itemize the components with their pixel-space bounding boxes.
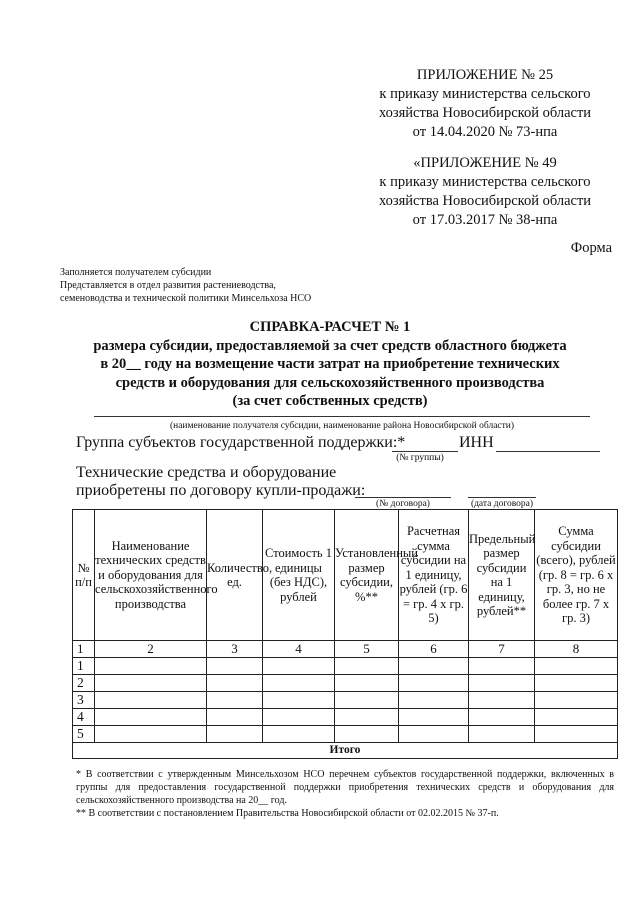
form-label: Форма (570, 240, 612, 256)
appendix-25-block (360, 66, 610, 142)
cell-unit-cost[interactable] (263, 675, 335, 692)
row-number: 1 (73, 658, 95, 675)
total-row (73, 743, 618, 759)
column-number: 6 (399, 641, 469, 658)
cell-quantity[interactable] (207, 675, 263, 692)
cell-max-subsidy[interactable] (469, 692, 535, 709)
table-header-row (73, 510, 618, 641)
cell-equipment-name[interactable] (95, 658, 207, 675)
appendix-49-title: «ПРИЛОЖЕНИЕ № 49 (413, 155, 557, 171)
cell-total-subsidy[interactable] (535, 675, 618, 692)
table-row (73, 692, 618, 709)
footnote-1: * В соответствии с утвержденным Минсельхозом НСО перечнем субъектов государственной поддержки, включенных в группы для предоставления государственной поддержки приобретения технических средств и оборудования для сельскохозяйственного производства на 20__ год. (76, 769, 614, 806)
inn-label: ИНН (459, 434, 494, 451)
cell-max-subsidy[interactable] (469, 709, 535, 726)
cell-unit-cost[interactable] (263, 726, 335, 743)
cell-equipment-name[interactable] (95, 675, 207, 692)
cell-max-subsidy[interactable] (469, 675, 535, 692)
cell-quantity[interactable] (207, 692, 263, 709)
recipient-field-line (94, 416, 590, 417)
header-unit-cost: Стоимость 1 единицы (без НДС), рублей (263, 510, 335, 641)
cell-quantity[interactable] (207, 658, 263, 675)
appendix-49-line3: хозяйства Новосибирской области (378, 193, 592, 209)
document-title (40, 318, 620, 411)
appendix-49-line2: к приказу министерства сельского (379, 174, 591, 190)
fill-note-line3: семеноводства и технической политики Минсельхоза НСО (60, 293, 312, 304)
title-line1: СПРАВКА-РАСЧЕТ № 1 (249, 319, 411, 335)
cell-calculated-subsidy[interactable] (399, 675, 469, 692)
cell-subsidy-rate[interactable] (335, 692, 399, 709)
footnote-2: ** В соответствии с постановлением Правительства Новосибирской области от 02.02.2015 № 37-п. (76, 808, 499, 819)
column-number: 4 (263, 641, 335, 658)
cell-total-subsidy[interactable] (535, 709, 618, 726)
header-max-subsidy: Предельный размер субсидии на 1 единицу, рублей** (469, 510, 535, 641)
appendix-25-line3: хозяйства Новосибирской области (378, 105, 592, 121)
table-row (73, 709, 618, 726)
cell-equipment-name[interactable] (95, 692, 207, 709)
row-number: 3 (73, 692, 95, 709)
cell-calculated-subsidy[interactable] (399, 658, 469, 675)
contract-date-caption: (дата договора) (470, 499, 534, 509)
row-number: 2 (73, 675, 95, 692)
cell-quantity[interactable] (207, 709, 263, 726)
cell-equipment-name[interactable] (95, 709, 207, 726)
header-row-number: № п/п (73, 510, 95, 641)
title-line5: (за счет собственных средств) (232, 393, 428, 409)
appendix-25-title: ПРИЛОЖЕНИЕ № 25 (416, 67, 554, 83)
cell-calculated-subsidy[interactable] (399, 692, 469, 709)
fill-note-line2: Представляется в отдел развития растениеводства, (60, 280, 276, 291)
equipment-line1: Технические средства и оборудование (76, 464, 337, 481)
cell-unit-cost[interactable] (263, 709, 335, 726)
cell-max-subsidy[interactable] (469, 658, 535, 675)
cell-total-subsidy[interactable] (535, 726, 618, 743)
cell-unit-cost[interactable] (263, 658, 335, 675)
column-number: 8 (535, 641, 618, 658)
cell-max-subsidy[interactable] (469, 726, 535, 743)
row-number: 4 (73, 709, 95, 726)
row-number: 5 (73, 726, 95, 743)
column-number: 1 (73, 641, 95, 658)
cell-total-subsidy[interactable] (535, 692, 618, 709)
appendix-49-block (360, 154, 610, 230)
total-label: Итого (73, 743, 618, 759)
appendix-25-line2: к приказу министерства сельского (379, 86, 591, 102)
header-calculated-subsidy: Расчетная сумма субсидии на 1 единицу, рублей (гр. 6 = гр. 4 х гр. 5) (399, 510, 469, 641)
title-line2: размера субсидии, предоставляемой за счет средств областного бюджета (93, 337, 567, 354)
title-line4: средств и оборудования для сельскохозяйственного производства (115, 374, 545, 391)
equipment-line2: приобретены по договору купли-продажи: (76, 482, 366, 499)
cell-calculated-subsidy[interactable] (399, 726, 469, 743)
group-label: Группа субъектов государственной поддержки:* (76, 434, 406, 451)
appendix-49-date: от 17.03.2017 № 38-нпа (412, 212, 558, 228)
subsidy-table (72, 509, 618, 759)
header-equipment-name: Наименование технических средств и оборудования для сельскохозяйственного производства (95, 510, 207, 641)
cell-equipment-name[interactable] (95, 726, 207, 743)
title-line3: в 20__ году на возмещение части затрат на приобретение технических (100, 356, 560, 372)
recipient-caption: (наименование получателя субсидии, наименование района Новосибирской области) (169, 421, 515, 431)
cell-calculated-subsidy[interactable] (399, 709, 469, 726)
group-caption: (№ группы) (396, 453, 444, 463)
header-total-subsidy: Сумма субсидии (всего), рублей (гр. 8 = гр. 6 х гр. 3, но не более гр. 7 х гр. 3) (535, 510, 618, 641)
column-number: 5 (335, 641, 399, 658)
fill-notes (60, 266, 360, 305)
header-subsidy-rate: Установленный размер субсидии, %** (335, 510, 399, 641)
cell-subsidy-rate[interactable] (335, 658, 399, 675)
fill-note-line1: Заполняется получателем субсидии (60, 267, 212, 278)
cell-total-subsidy[interactable] (535, 658, 618, 675)
column-number-row (73, 641, 618, 658)
table-row (73, 675, 618, 692)
inn-field-line[interactable] (496, 451, 600, 452)
column-number: 2 (95, 641, 207, 658)
cell-quantity[interactable] (207, 726, 263, 743)
column-number: 3 (207, 641, 263, 658)
table-row (73, 726, 618, 743)
column-number: 7 (469, 641, 535, 658)
contract-number-caption: (№ договора) (376, 499, 430, 509)
table-row (73, 658, 618, 675)
cell-subsidy-rate[interactable] (335, 709, 399, 726)
cell-unit-cost[interactable] (263, 692, 335, 709)
cell-subsidy-rate[interactable] (335, 675, 399, 692)
header-quantity: Количество, ед. (207, 510, 263, 641)
cell-subsidy-rate[interactable] (335, 726, 399, 743)
appendix-25-date: от 14.04.2020 № 73-нпа (412, 124, 558, 140)
